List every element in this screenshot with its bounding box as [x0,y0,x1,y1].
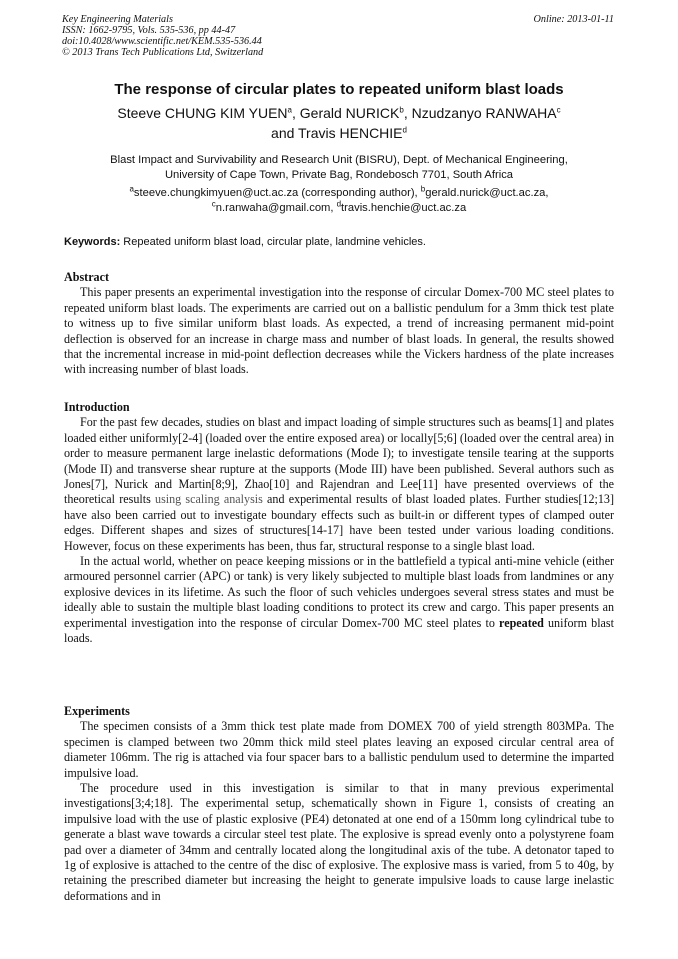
affiliation [70,153,608,182]
journal-name: Key Engineering Materials [62,14,173,25]
highlighted-text: using scaling analysis [155,492,263,507]
email-mark: a [129,184,134,194]
experiments-section [64,704,614,904]
copyright-line: © 2013 Trans Tech Publications Ltd, Switzerland [62,47,264,58]
issn-line: ISSN: 1662-9795, Vols. 535-536, pp 44-47 [62,25,236,36]
introduction-section [64,400,614,647]
email-mark: c [211,198,216,208]
email-mark: b [420,184,426,194]
paragraph: The procedure used in this investigation is similar to that in many previous experimental investigations[3;4;18]. The experimental setup, schematically shown in Figure 1, consists of creating an impulsive load with the use of plastic explosive (PE4) detonated at one end of a 150mm long cylindrical tube to generate a blast wave towards a circular steel test plate. The explosive is spread evenly onto a polystyrene foam pad over a diameter of 34mm and centrally located along the longitudinal axis of the tube. A detonator taped to 1g of explosive is attached to the centre of the disc of explosive. The explosive mass is varied, from 5 to 40g, by retaining the prescribed diameter but increasing the height to generate impulsive loads to cause large inelastic deformations and in [64,781,614,903]
email: n.ranwaha@gmail.com, [215,201,337,214]
doi-line: doi:10.4028/www.scientific.net/KEM.535-536.44 [62,36,262,47]
keywords-label: Keywords: [64,236,121,248]
keywords [64,235,616,249]
author-list: Steeve CHUNG KIM YUEN$^a$, Gerald NURICK$^b$, Nzudzanyo RANWAHA$^c$ and Travis HENCHIE$^d$ [117,105,561,141]
author-name: Gerald NURICK [299,105,400,121]
abstract-section [64,270,614,378]
author-mark: d [402,125,407,135]
running-header [62,14,614,58]
text-run: For the past few decades, studies on blast and impact loading of simple structures such as beams[1] and plates loaded either uniformly[2-4] (loaded over the entire exposed area) or locally[5;6] (loaded over the central area) in order to measure permanent large inelastic deformations (Mode I); to investigate tensile tearing at the supports (Mode II) and transverse shear rupture at the supports (Mode III) have been published. Several authors such as Jones[7], Nurick and Martin[8;9], Zhao[10] and Rajendran and Lee[11] have presented overviews of the theoretical results [64,415,615,507]
affiliation-line: University of Cape Town, Private Bag, Rondebosch 7701, South Africa [164,168,514,181]
paragraph: The specimen consists of a 3mm thick test plate made from DOMEX 700 of yield strength 803MPa. The specimen is clamped between two 20mm thick mild steel plates leaving an exposed circular central area of diameter 106mm. The rig is attached via four spacer bars to a ballistic pendulum used to determine the imparted impulsive load. [64,719,614,780]
email: steeve.chungkimyuen@uct.ac.za (corresponding author), [133,187,421,199]
email-line [70,198,608,216]
author-mark: b [399,105,404,115]
affiliation-line: Blast Impact and Survivability and Research Unit (BISRU), Dept. of Mechanical Engineering, [110,154,568,166]
keywords-text: Repeated uniform blast load, circular plate, landmine vehicles. [120,236,426,248]
section-heading: Introduction [64,400,130,414]
journal-info [62,14,614,58]
author-name: Nzudzanyo RANWAHA [411,105,557,121]
paragraph [64,554,614,646]
email: travis.henchie@uct.ac.za [341,201,467,214]
author-name: Steeve CHUNG KIM YUEN [117,105,288,121]
paragraph: This paper presents an experimental investigation into the response of circular Domex-700 MC steel plates to repeated uniform blast loads. The experiments are carried out on a ballistic pendulum for a 3mm thick test plate to witness up to five similar uniform blast loads. As expected, a trend of increasing permanent mid-point deflection is observed for an increase in charge mass and number of blast loads. In general, the results showed that the incremental increase in mid-point deflection decreases while the Vickers hardness of the plate increases with increasing number of blast loads. [64,285,614,377]
author-mark: a [287,105,292,115]
text-run: and experimental results of blast loaded plates. Further studies[12;13] have also been carried out to investigate boundary effects such as built-in or different types of clamped outer edges. Different shapes and sizes of structures[14-17] have been tested under various loading conditions. However, focus on these experiments has been, thus far, structural response to a single blast load. [64,492,614,553]
paragraph [64,415,614,554]
paper-title: The response of circular plates to repeated uniform blast loads [114,81,564,98]
text-run: In the actual world, whether on peace keeping missions or in the battlefield a typical anti-mine vehicle (either armoured personnel carrier (APC) or tank) is very likely subjected to multiple blast loads from landmines or any explosive devices in its lifetime. As such the floor of such vehicles undergoes several stress states and must be ideally able to sustain the multiple blast loading conditions to protect its crew and cargo. This paper presents an experimental investigation into the response of circular Domex-700 MC steel plates to [64,554,614,630]
email-mark: d [336,198,342,208]
author-emails [70,186,608,215]
online-date: Online: 2013-01-11 [533,14,614,25]
section-heading: Experiments [64,704,130,718]
bold-text: repeated [499,615,544,630]
email: gerald.nurick@uct.ac.za, [425,187,549,199]
text-run: uniform blast loads. [64,615,614,646]
author-name: and Travis HENCHIE [271,125,403,141]
section-heading: Abstract [64,270,110,284]
author-mark: c [556,105,561,115]
